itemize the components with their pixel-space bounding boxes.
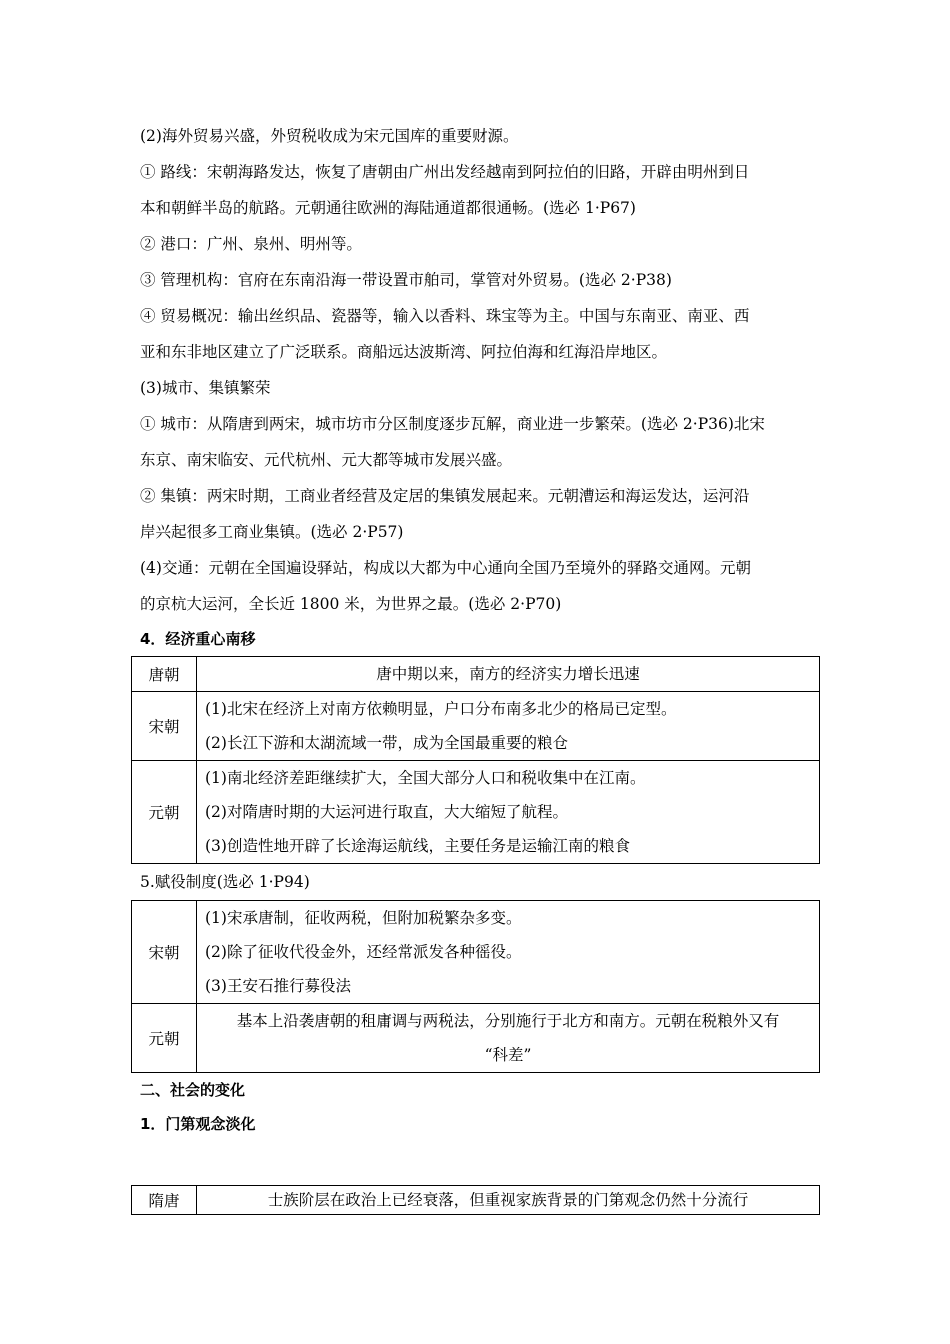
paragraph: 岸兴起很多工商业集镇。(选必 2·P57) — [140, 523, 404, 541]
tax-system-table — [131, 900, 820, 1073]
table-row — [132, 1186, 820, 1215]
economic-center-table — [131, 656, 820, 864]
row-content — [197, 901, 820, 1004]
section-heading: 1．门第观念淡化 — [140, 1115, 256, 1133]
cell-line: (3)创造性地开辟了长途海运航线，主要任务是运输江南的粮食 — [205, 837, 630, 855]
row-label: 元朝 — [132, 1004, 197, 1073]
row-label: 宋朝 — [132, 901, 197, 1004]
spacer — [140, 1141, 820, 1185]
section-heading: 5.赋役制度(选必 1·P94) — [140, 873, 310, 891]
paragraph: 的京杭大运河，全长近 1800 米，为世界之最。(选必 2·P70) — [140, 595, 562, 613]
table-row — [132, 692, 820, 761]
cell-line: (1)北宋在经济上对南方依赖明显，户口分布南多北少的格局已定型。 — [205, 700, 677, 718]
row-content — [197, 657, 820, 692]
cell-line: 唐中期以来，南方的经济实力增长迅速 — [376, 665, 640, 683]
paragraph: ② 集镇：两宋时期，工商业者经营及定居的集镇发展起来。元朝漕运和海运发达，运河沿 — [140, 487, 750, 505]
row-content — [197, 1186, 820, 1215]
table-row — [132, 657, 820, 692]
paragraph: ① 城市：从隋唐到两宋，城市坊市分区制度逐步瓦解，商业进一步繁荣。(选必 2·P36)北宋 — [140, 415, 765, 433]
paragraph: ① 路线：宋朝海路发达，恢复了唐朝由广州出发经越南到阿拉伯的旧路，开辟由明州到日 — [140, 163, 750, 181]
cell-line: (2)除了征收代役金外，还经常派发各种徭役。 — [205, 943, 522, 961]
paragraph: 本和朝鲜半岛的航路。元朝通往欧洲的海陆通道都很通畅。(选必 1·P67) — [140, 199, 636, 217]
table-row — [132, 1004, 820, 1073]
cell-line: “科差” — [484, 1046, 532, 1064]
row-label: 隋唐 — [132, 1186, 197, 1215]
section-heading: 4．经济重心南移 — [140, 630, 256, 648]
paragraph: (3)城市、集镇繁荣 — [140, 379, 271, 397]
cell-line: (2)对隋唐时期的大运河进行取直，大大缩短了航程。 — [205, 803, 568, 821]
row-label: 宋朝 — [132, 692, 197, 761]
cell-line: (3)王安石推行募役法 — [205, 977, 351, 995]
row-content — [197, 1004, 820, 1073]
social-change-table — [131, 1185, 820, 1215]
cell-line: (2)长江下游和太湖流域一带，成为全国最重要的粮仓 — [205, 734, 568, 752]
table-row — [132, 761, 820, 864]
paragraph: 亚和东非地区建立了广泛联系。商船远达波斯湾、阿拉伯海和红海沿岸地区。 — [140, 343, 668, 361]
paragraph: (2)海外贸易兴盛，外贸税收成为宋元国库的重要财源。 — [140, 127, 519, 145]
row-label: 元朝 — [132, 761, 197, 864]
paragraph: ③ 管理机构：官府在东南沿海一带设置市舶司，掌管对外贸易。(选必 2·P38) — [140, 271, 672, 289]
row-label: 唐朝 — [132, 657, 197, 692]
part-heading: 二、社会的变化 — [140, 1081, 246, 1099]
row-content — [197, 761, 820, 864]
document-page — [140, 118, 820, 1215]
cell-line: (1)宋承唐制，征收两税，但附加税繁杂多变。 — [205, 909, 522, 927]
cell-line: (1)南北经济差距继续扩大，全国大部分人口和税收集中在江南。 — [205, 769, 646, 787]
paragraph: ④ 贸易概况：输出丝织品、瓷器等，输入以香料、珠宝等为主。中国与东南亚、南亚、西 — [140, 307, 750, 325]
paragraph: (4)交通：元朝在全国遍设驿站，构成以大都为中心通向全国乃至境外的驿路交通网。元朝 — [140, 559, 751, 577]
paragraph: ② 港口：广州、泉州、明州等。 — [140, 235, 362, 253]
paragraph: 东京、南宋临安、元代杭州、元大都等城市发展兴盛。 — [140, 451, 513, 469]
table-row — [132, 901, 820, 1004]
row-content — [197, 692, 820, 761]
cell-line: 士族阶层在政治上已经衰落，但重视家族背景的门第观念仍然十分流行 — [267, 1191, 749, 1209]
cell-line: 基本上沿袭唐朝的租庸调与两税法，分别施行于北方和南方。元朝在税粮外又有 — [236, 1012, 780, 1030]
